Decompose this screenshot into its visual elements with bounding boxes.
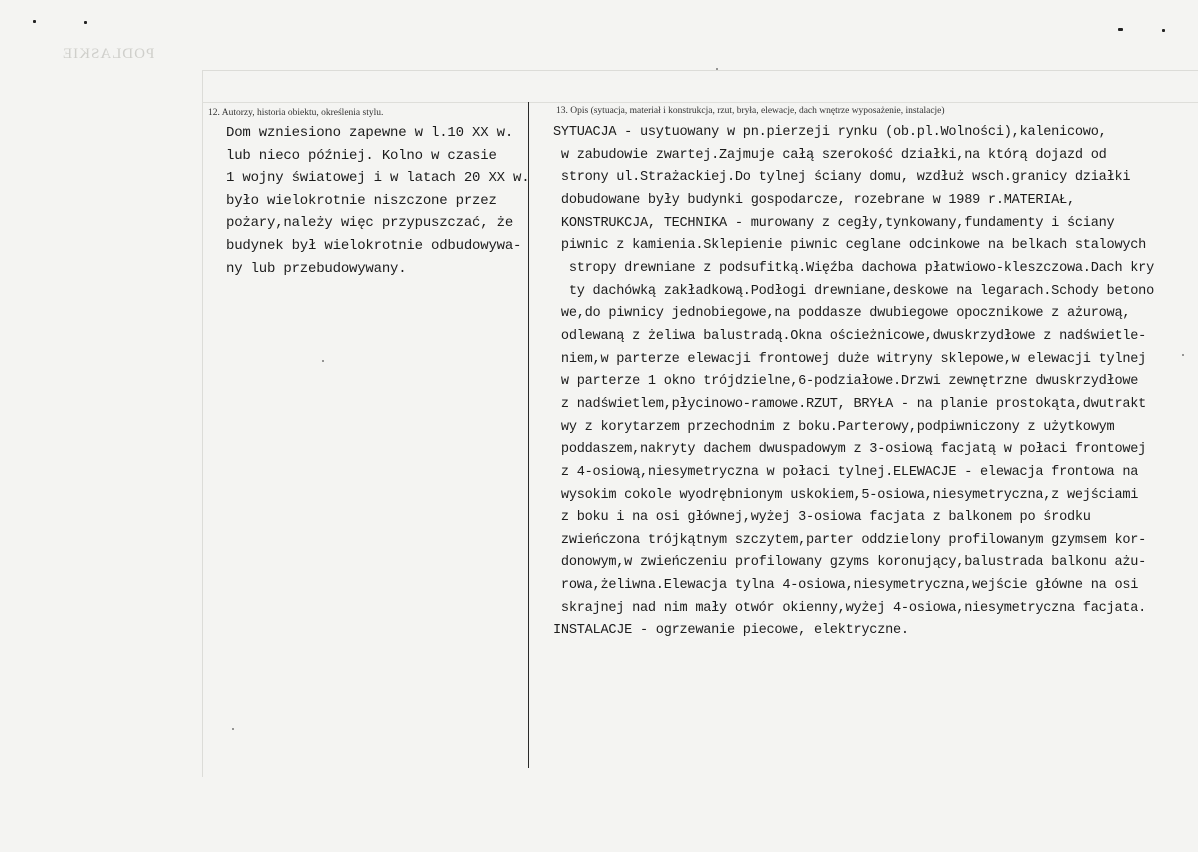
text-line: z nadświetlem,płycinowo-ramowe.RZUT, BRYŁA - na planie prostokąta,dwutrakt <box>553 396 1147 412</box>
text-line: stropy drewniane z podsufitką.Więźba dachowa płatwiowo-kleszczowa.Dach kry <box>553 260 1154 276</box>
text-line: SYTUACJA - usytuowany w pn.pierzeji rynku (ob.pl.Wolności),kalenicowo, <box>553 125 1107 140</box>
text-line: niem,w parterze elewacji frontowej duże witryny sklepowe,w elewacji tylnej <box>553 351 1147 367</box>
text-line: wysokim cokole wyodrębnionym uskokiem,5-osiowa,niesymetryczna,z wejściami <box>553 487 1139 503</box>
text-line: poddaszem,nakryty dachem dwuspadowym z 3-osiową facjatą w połaci frontowej <box>553 442 1147 458</box>
section-13-body <box>553 122 1193 643</box>
text-line: lub nieco później. Kolno w czasie <box>226 147 497 164</box>
text-line: z boku i na osi głównej,wyżej 3-osiowa facjata z balkonem po środku <box>553 510 1091 526</box>
text-line: ty dachówką zakładkową.Podłogi drewniane,deskowe na legarach.Schody betono <box>553 283 1154 299</box>
text-line: strony ul.Strażackiej.Do tylnej ściany domu, wzdłuż wsch.granicy działki <box>553 170 1131 186</box>
text-line: pożary,należy więc przypuszczać, że <box>226 215 514 232</box>
scan-speck <box>1118 28 1123 31</box>
text-line: we,do piwnicy jednobiegowe,na poddasze dwubiegowe opocznikowe z ażurową, <box>553 306 1131 322</box>
text-line: Dom wzniesiono zapewne w l.10 XX w. <box>226 125 514 141</box>
section-12-body <box>226 122 538 280</box>
text-line: z 4-osiową,niesymetryczna w połaci tylnej.ELEWACJE - elewacja frontowa na <box>553 464 1139 480</box>
text-line: w zabudowie zwartej.Zajmuje całą szerokość działki,na którą dojazd od <box>553 147 1107 163</box>
text-line: wy z korytarzem przechodnim z boku.Parterowy,podpiwniczony z użytkowym <box>553 419 1115 435</box>
scan-speck <box>84 21 87 24</box>
text-line: zwieńczona trójkątnym szczytem,parter oddzielony profilowanym gzymsem kor- <box>553 532 1147 548</box>
section-13-label: 13. Opis (sytuacja, materiał i konstrukcja, rzut, bryła, elewacje, dach wnętrze wyposażenie, instalacje) <box>556 106 945 116</box>
text-line: w parterze 1 okno trójdzielne,6-podziałowe.Drzwi zewnętrzne dwuskrzydłowe <box>553 374 1139 390</box>
text-line: budynek był wielokrotnie odbudowywa- <box>226 237 522 254</box>
text-line: było wielokrotnie niszczone przez <box>226 192 497 209</box>
text-line: piwnic z kamienia.Sklepienie piwnic ceglane odcinkowe na belkach stalowych <box>553 238 1147 254</box>
text-line: odlewaną z żeliwa balustradą.Okna ościeżnicowe,dwuskrzydłowe z nadświetle- <box>553 328 1147 344</box>
text-line: rowa,żeliwna.Elewacja tylna 4-osiowa,niesymetryczna,wejście główne na osi <box>553 578 1139 594</box>
text-line: KONSTRUKCJA, TECHNIKA - murowany z cegły,tynkowany,fundamenty i ściany <box>553 215 1115 231</box>
text-line: donowym,w zwieńczeniu profilowany gzyms koronujący,balustrada balkonu ażu- <box>553 555 1147 571</box>
text-line: dobudowane były budynki gospodarcze, rozebrane w 1989 r.MATERIAŁ, <box>553 192 1075 208</box>
section-12-label: 12. Autorzy, historia obiektu, określenia stylu. <box>208 108 384 118</box>
bleed-through-text: PODLASKIE <box>62 46 155 62</box>
scan-speck <box>33 20 36 23</box>
scan-speck <box>1162 29 1165 32</box>
text-line: INSTALACJE - ogrzewanie piecowe, elektryczne. <box>553 623 909 639</box>
text-line: ny lub przebudowywany. <box>226 260 407 277</box>
form-rule <box>202 102 1198 103</box>
text-line: skrajnej nad nim mały otwór okienny,wyżej 4-osiowa,niesymetryczna facjata. <box>553 600 1147 616</box>
text-line: 1 wojny światowej i w latach 20 XX w. <box>226 170 530 187</box>
